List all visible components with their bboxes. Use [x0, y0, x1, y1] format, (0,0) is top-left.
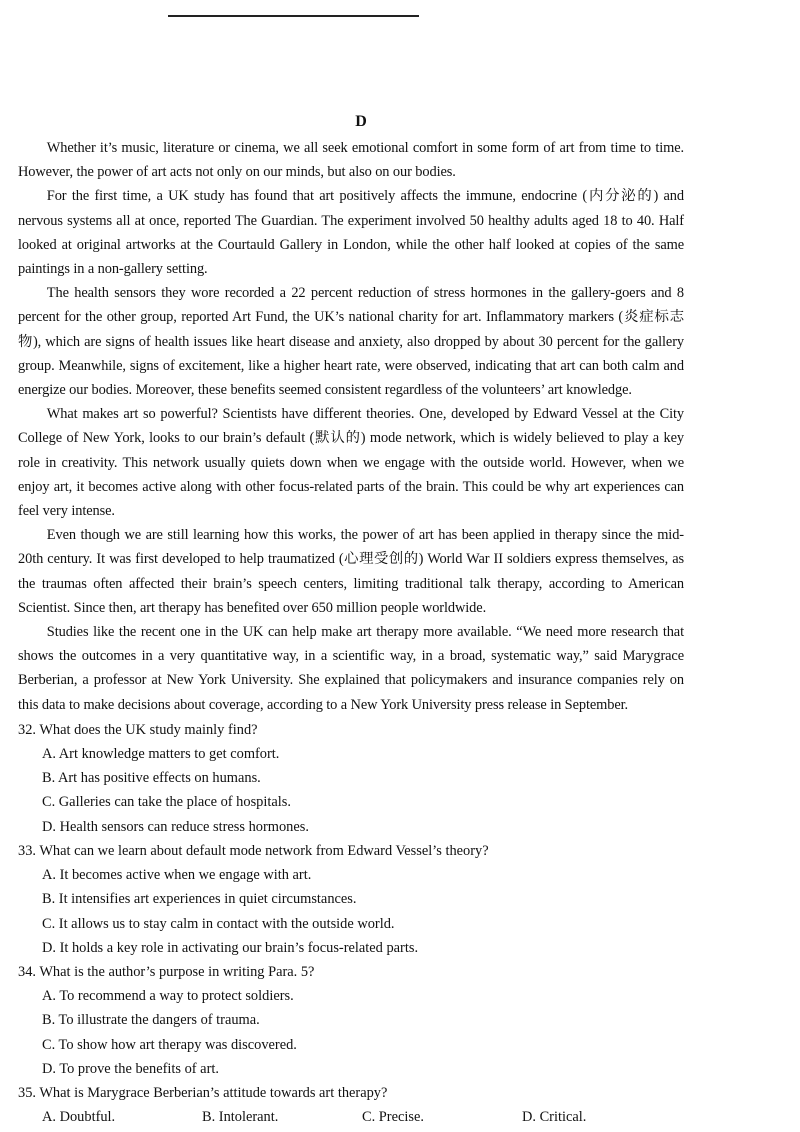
paragraph-4: What makes art so powerful? Scientists have different theories. One, developed by Edward Vessel at the City College of New York, looks to our brain’s default (默认的) mode network, which is widely believed to play a key role in creativity. This network usually quiets down when we engage with the outside world. However, when we enjoy art, it becomes active along with other focus-related parts of the brain. This could be why art experiences can feel very intense.: [18, 406, 684, 520]
option-c: C. To show how art therapy was discovered.: [42, 1036, 297, 1053]
question-stem: 33. What can we learn about default mode network from Edward Vessel’s theory?: [18, 842, 489, 859]
paragraph-2: For the first time, a UK study has found that art positively affects the immune, endocrine (内分泌的) and nervous systems all at once, reported The Guardian. The experiment involved 50 healthy adults aged 18 to 40. Half looked at original artworks at the Courtauld Gallery in London, while the other half looked at copies of the same paintings in a non-gallery setting.: [18, 188, 684, 278]
top-divider-line: [168, 15, 419, 17]
option-b: B. To illustrate the dangers of trauma.: [42, 1012, 260, 1029]
question-stem: 34. What is the author’s purpose in writing Para. 5?: [18, 963, 315, 980]
section-title: D: [355, 113, 367, 130]
option-c: C. Precise.: [362, 1109, 424, 1126]
option-a: A. Art knowledge matters to get comfort.: [42, 746, 280, 763]
option-list: [18, 863, 684, 960]
option-a: A. To recommend a way to protect soldiers.: [42, 988, 294, 1005]
option-b: B. Intolerant.: [202, 1109, 279, 1126]
option-c: C. Galleries can take the place of hospitals.: [42, 794, 291, 811]
option-c: C. It allows us to stay calm in contact with the outside world.: [42, 915, 395, 932]
option-b: B. Art has positive effects on humans.: [42, 770, 261, 787]
paragraph-6: Studies like the recent one in the UK can help make art therapy more available. “We need more research that shows the outcomes in a very quantitative way, in a scientific way, in a broad, systematic way,” said Marygrace Berberian, a professor at New York University. She explained that policymakers and insurance companies rely on this data to make decisions about coverage, according to a New York University press release in September.: [18, 624, 684, 713]
option-list: [18, 1105, 684, 1129]
question-stem: 32. What does the UK study mainly find?: [18, 721, 258, 738]
question-35: [18, 1081, 684, 1129]
question-32: [18, 718, 684, 839]
option-d: D. Health sensors can reduce stress hormones.: [42, 818, 309, 835]
option-a: A. It becomes active when we engage with art.: [42, 867, 312, 884]
reading-passage-d: [18, 110, 684, 1129]
paragraph-1: Whether it’s music, literature or cinema, we all seek emotional comfort in some form of art from time to time. However, the power of art acts not only on our minds, but also on our bodies.: [18, 140, 684, 181]
question-33: [18, 839, 684, 960]
option-list: [18, 984, 684, 1081]
option-list: [18, 742, 684, 839]
option-d: D. Critical.: [522, 1109, 587, 1126]
option-d: D. To prove the benefits of art.: [42, 1060, 219, 1077]
option-b: B. It intensifies art experiences in quiet circumstances.: [42, 891, 357, 908]
paragraph-5: Even though we are still learning how this works, the power of art has been applied in therapy since the mid-20th century. It was first developed to help traumatized (心理受创的) World War II soldiers express themselves, as the traumas often affected their brain’s speech centers, limiting traditional talk therapy, according to American Scientist. Since then, art therapy has benefited over 650 million people worldwide.: [18, 527, 684, 616]
option-a: A. Doubtful.: [42, 1109, 116, 1126]
paragraph-3: The health sensors they wore recorded a 22 percent reduction of stress hormones in the gallery-goers and 8 percent for the other group, reported Art Fund, the UK’s national charity for art. Inflammatory markers (炎症标志物), which are signs of health issues like heart disease and anxiety, also dropped by about 30 percent for the gallery group. Meanwhile, signs of excitement, like a higher heart rate, were observed, indicating that art can both calm and energize our bodies. Moreover, these benefits seemed consistent regardless of the volunteers’ art knowledge.: [18, 285, 684, 399]
question-stem: 35. What is Marygrace Berberian’s attitude towards art therapy?: [18, 1084, 388, 1101]
option-d: D. It holds a key role in activating our brain’s focus-related parts.: [42, 939, 419, 956]
question-list: [18, 718, 684, 1129]
question-34: [18, 960, 684, 1081]
